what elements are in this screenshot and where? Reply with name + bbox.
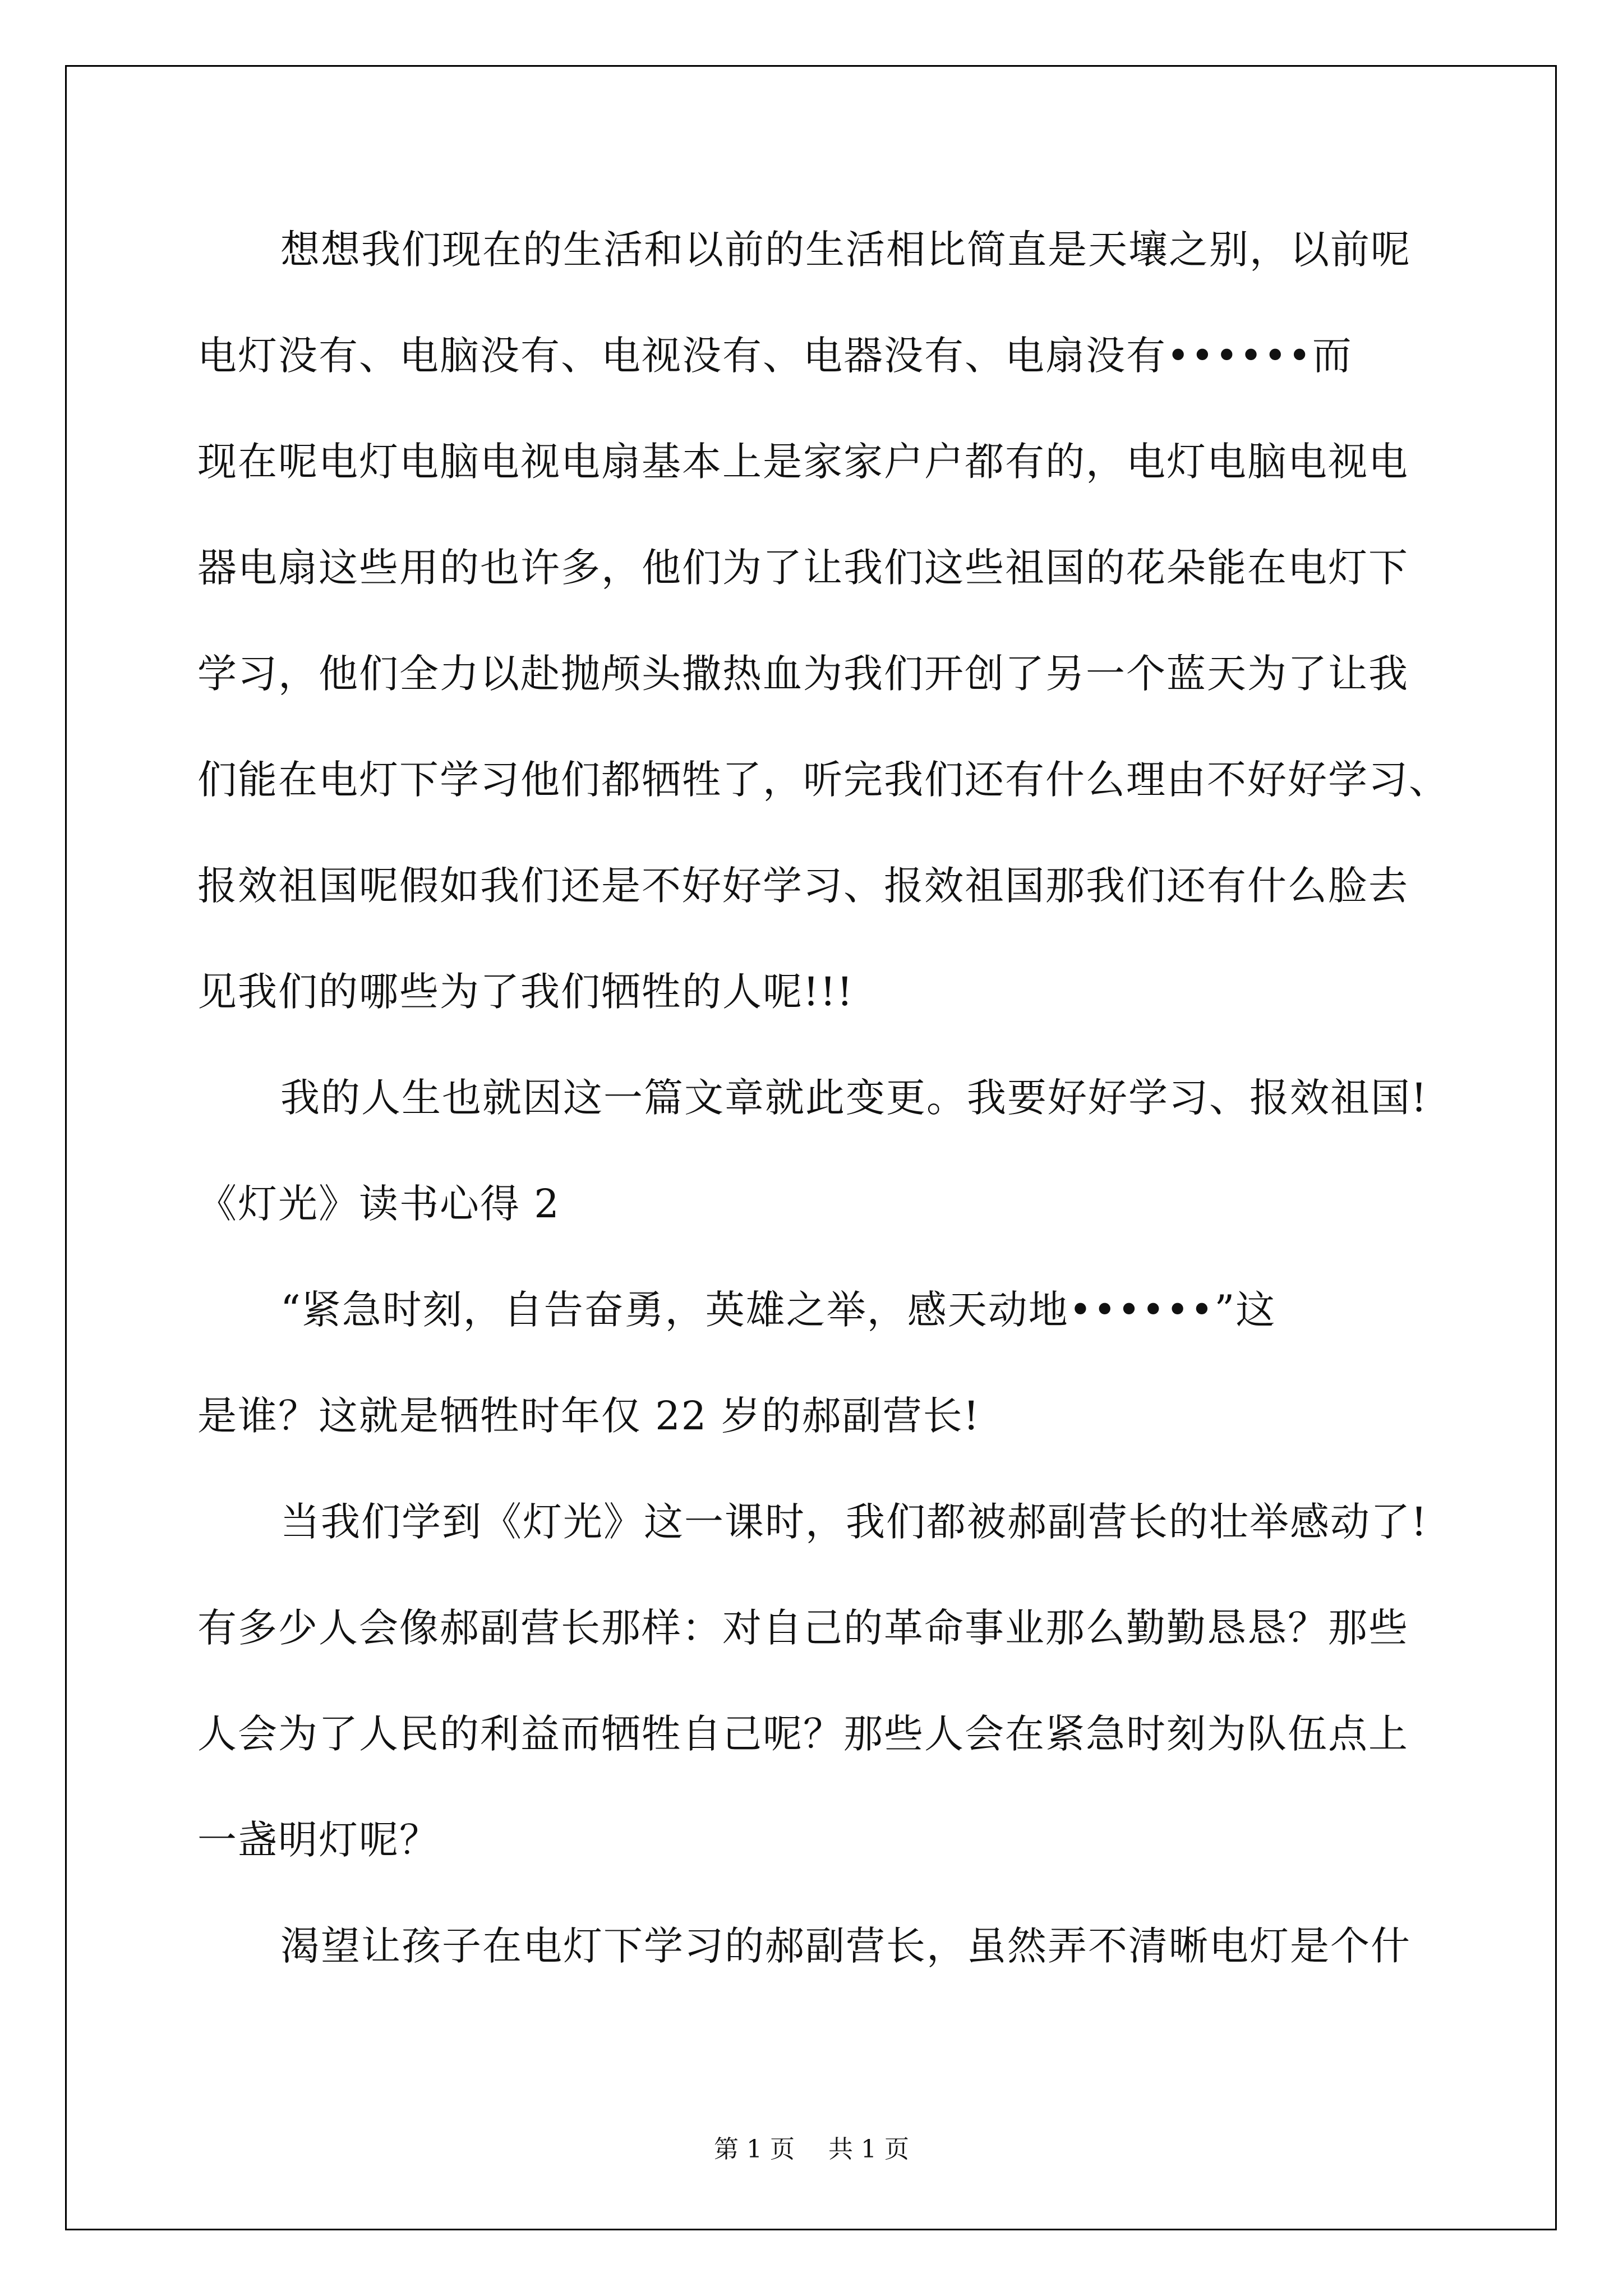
- text-line: 一盏明灯呢？: [197, 1817, 440, 1863]
- text-line: 当我们学到《灯光》这一课时，我们都被郝副营长的壮举感动了!: [280, 1499, 1428, 1545]
- text-line: 想想我们现在的生活和以前的生活相比简直是天壤之别，以前呢: [280, 227, 1411, 273]
- section-heading: 《灯光》读书心得 2: [197, 1181, 560, 1227]
- document-body: [197, 213, 1449, 2016]
- text-line: 我的人生也就因这一篇文章就此变更。我要好好学习、报效祖国!: [280, 1075, 1428, 1121]
- text-line: “紧急时刻，自告奋勇，英雄之举，感天动地••••••”这: [280, 1287, 1276, 1333]
- page-footer: [0, 2129, 1623, 2165]
- text-line: 学习，他们全力以赴抛颅头撒热血为我们开创了另一个蓝天为了让我: [197, 651, 1409, 697]
- text-line: 见我们的哪些为了我们牺牲的人呢!!!: [197, 969, 854, 1015]
- text-line: 报效祖国呢假如我们还是不好好学习、报效祖国那我们还有什么脸去: [197, 863, 1409, 909]
- text-line: 有多少人会像郝副营长那样：对自己的革命事业那么勤勤恳恳？那些: [197, 1605, 1409, 1651]
- text-line: 人会为了人民的利益而牺牲自己呢？那些人会在紧急时刻为队伍点上: [197, 1711, 1409, 1757]
- text-line: 是谁？这就是牺牲时年仅 22 岁的郝副营长!: [197, 1393, 980, 1439]
- page-total: 共 1 页: [828, 2135, 909, 2164]
- text-line: 器电扇这些用的也许多，他们为了让我们这些祖国的花朵能在电灯下: [197, 545, 1409, 591]
- text-line: 现在呢电灯电脑电视电扇基本上是家家户户都有的，电灯电脑电视电: [197, 439, 1409, 485]
- text-line: 电灯没有、电脑没有、电视没有、电器没有、电扇没有••••••而: [197, 333, 1353, 379]
- page-number: 第 1 页: [714, 2135, 795, 2164]
- text-line: 们能在电灯下学习他们都牺牲了，听完我们还有什么理由不好好学习、: [197, 757, 1449, 803]
- text-line: 渴望让孩子在电灯下学习的郝副营长，虽然弄不清晰电灯是个什: [280, 1923, 1411, 1969]
